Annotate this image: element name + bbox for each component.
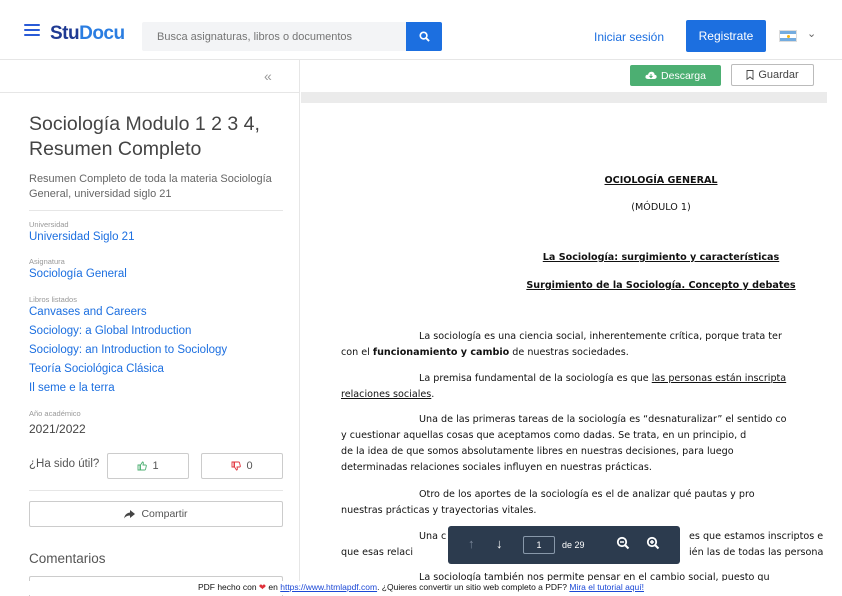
book-link[interactable]: Teoría Sociológica Clásica [29, 363, 164, 375]
zoom-in-icon[interactable] [646, 536, 660, 550]
page-number-input[interactable]: 1 [523, 536, 555, 554]
login-link[interactable]: Iniciar sesión [594, 30, 665, 44]
pdf-footer-banner: PDF hecho con ❤ en https://www.htmlapdf.com. ¿Quieres convertir un sitio web completo a PDF? Mira el tutorial aquí! [0, 581, 842, 595]
subject-label: Asignatura [29, 257, 65, 266]
previous-page-icon[interactable]: ↑ [468, 536, 475, 551]
search-bar [142, 22, 442, 51]
page-count: de 29 [562, 540, 585, 550]
share-icon [124, 510, 135, 519]
doc-text-line: Una de las primeras tareas de la sociología es “desnaturalizar” el sentido co [419, 414, 787, 425]
doc-text-line: La sociología es una ciencia social, inherentemente crítica, porque trata ter [419, 331, 782, 342]
book-link[interactable]: Il seme e la terra [29, 382, 115, 394]
divider [29, 210, 283, 211]
university-link[interactable]: Universidad Siglo 21 [29, 231, 135, 243]
doc-text-line: es que estamos inscriptos e [689, 531, 824, 542]
divider [0, 92, 300, 93]
search-icon [419, 31, 430, 42]
zoom-out-icon[interactable] [616, 536, 630, 550]
book-link[interactable]: Sociology: an Introduction to Sociology [29, 344, 228, 356]
page-gutter [301, 92, 827, 103]
doc-text-line: relaciones sociales. [341, 389, 435, 400]
doc-subheading: Surgimiento de la Sociología. Concepto y debates [526, 280, 796, 291]
logo[interactable]: StuDocu [50, 23, 125, 44]
bookmark-icon [746, 70, 754, 80]
doc-text-line: La premisa fundamental de la sociología es que las personas están inscripta [419, 373, 787, 384]
htmlapdf-link[interactable]: https://www.htmlapdf.com [280, 582, 378, 592]
dislike-button[interactable] [201, 453, 283, 479]
document-toolbar [301, 60, 842, 92]
like-count: 1 [152, 460, 159, 472]
university-label: Universidad [29, 220, 69, 229]
search-input[interactable] [142, 22, 406, 51]
cloud-download-icon [645, 71, 657, 80]
doc-module: (MÓDULO 1) [631, 202, 691, 213]
books-label: Libros listados [29, 295, 77, 304]
download-button[interactable]: Descarga [630, 65, 721, 86]
year-label: Año académico [29, 409, 81, 418]
document-page [301, 103, 827, 581]
dislike-count: 0 [246, 460, 253, 472]
book-link[interactable]: Canvases and Careers [29, 306, 147, 318]
doc-text-line: determinadas relaciones sociales influyen en nuestras prácticas. [341, 462, 652, 473]
save-button[interactable]: Guardar [731, 64, 814, 86]
doc-text-line: ién las de todas las persona [689, 547, 824, 558]
doc-text-line: que esas relaci [341, 547, 414, 558]
like-button[interactable] [107, 453, 189, 479]
argentina-flag-icon[interactable] [779, 30, 797, 42]
useful-label: ¿Ha sido útil? [29, 458, 100, 470]
doc-text-line: nuestras prácticas y trayectorias vitales. [341, 505, 537, 516]
share-button[interactable]: Compartir [29, 501, 283, 527]
document-description: Resumen Completo de toda la materia Sociología General, universidad siglo 21 [29, 173, 272, 200]
next-page-icon[interactable]: ↓ [496, 536, 503, 551]
document-title: Sociología Modulo 1 2 3 4, Resumen Completo [29, 113, 260, 160]
comments-heading: Comentarios [29, 551, 106, 566]
doc-text-line: de la idea de que somos absolutamente libres en nuestras decisiones, para luego [341, 446, 734, 457]
doc-text-line: y cuestionar aquellas cosas que aceptamos como dadas. Se trata, en un principio, d [341, 430, 747, 441]
register-button[interactable]: Registrate [686, 20, 766, 52]
doc-text-line: con el funcionamiento y cambio de nuestras sociedades. [341, 347, 629, 358]
menu-icon[interactable] [24, 24, 40, 36]
doc-text-line: Otro de los aportes de la sociología es el de analizar qué pautas y pro [419, 489, 755, 500]
thumbs-down-icon [231, 461, 241, 471]
doc-text-line: La sociología también nos permite pensar en el cambio social, puesto qu [419, 572, 770, 581]
document-sidebar [0, 60, 300, 595]
doc-text-line: Una c [419, 531, 447, 542]
divider [29, 490, 283, 491]
heart-icon: ❤ [258, 582, 267, 592]
doc-subheading: La Sociología: surgimiento y características [542, 252, 780, 263]
doc-heading: OCIOLOGÍA GENERAL [604, 175, 718, 186]
book-link[interactable]: Sociology: a Global Introduction [29, 325, 192, 337]
page-navigator [448, 526, 680, 564]
search-button[interactable] [406, 22, 442, 51]
subject-link[interactable]: Sociología General [29, 268, 127, 280]
collapse-sidebar-icon[interactable]: « [264, 68, 272, 84]
thumbs-up-icon [137, 461, 147, 471]
chevron-down-icon[interactable]: ⌄ [807, 28, 817, 40]
academic-year: 2021/2022 [29, 422, 86, 436]
tutorial-link[interactable]: Mira el tutorial aquí! [569, 582, 645, 592]
top-navbar [0, 0, 842, 60]
